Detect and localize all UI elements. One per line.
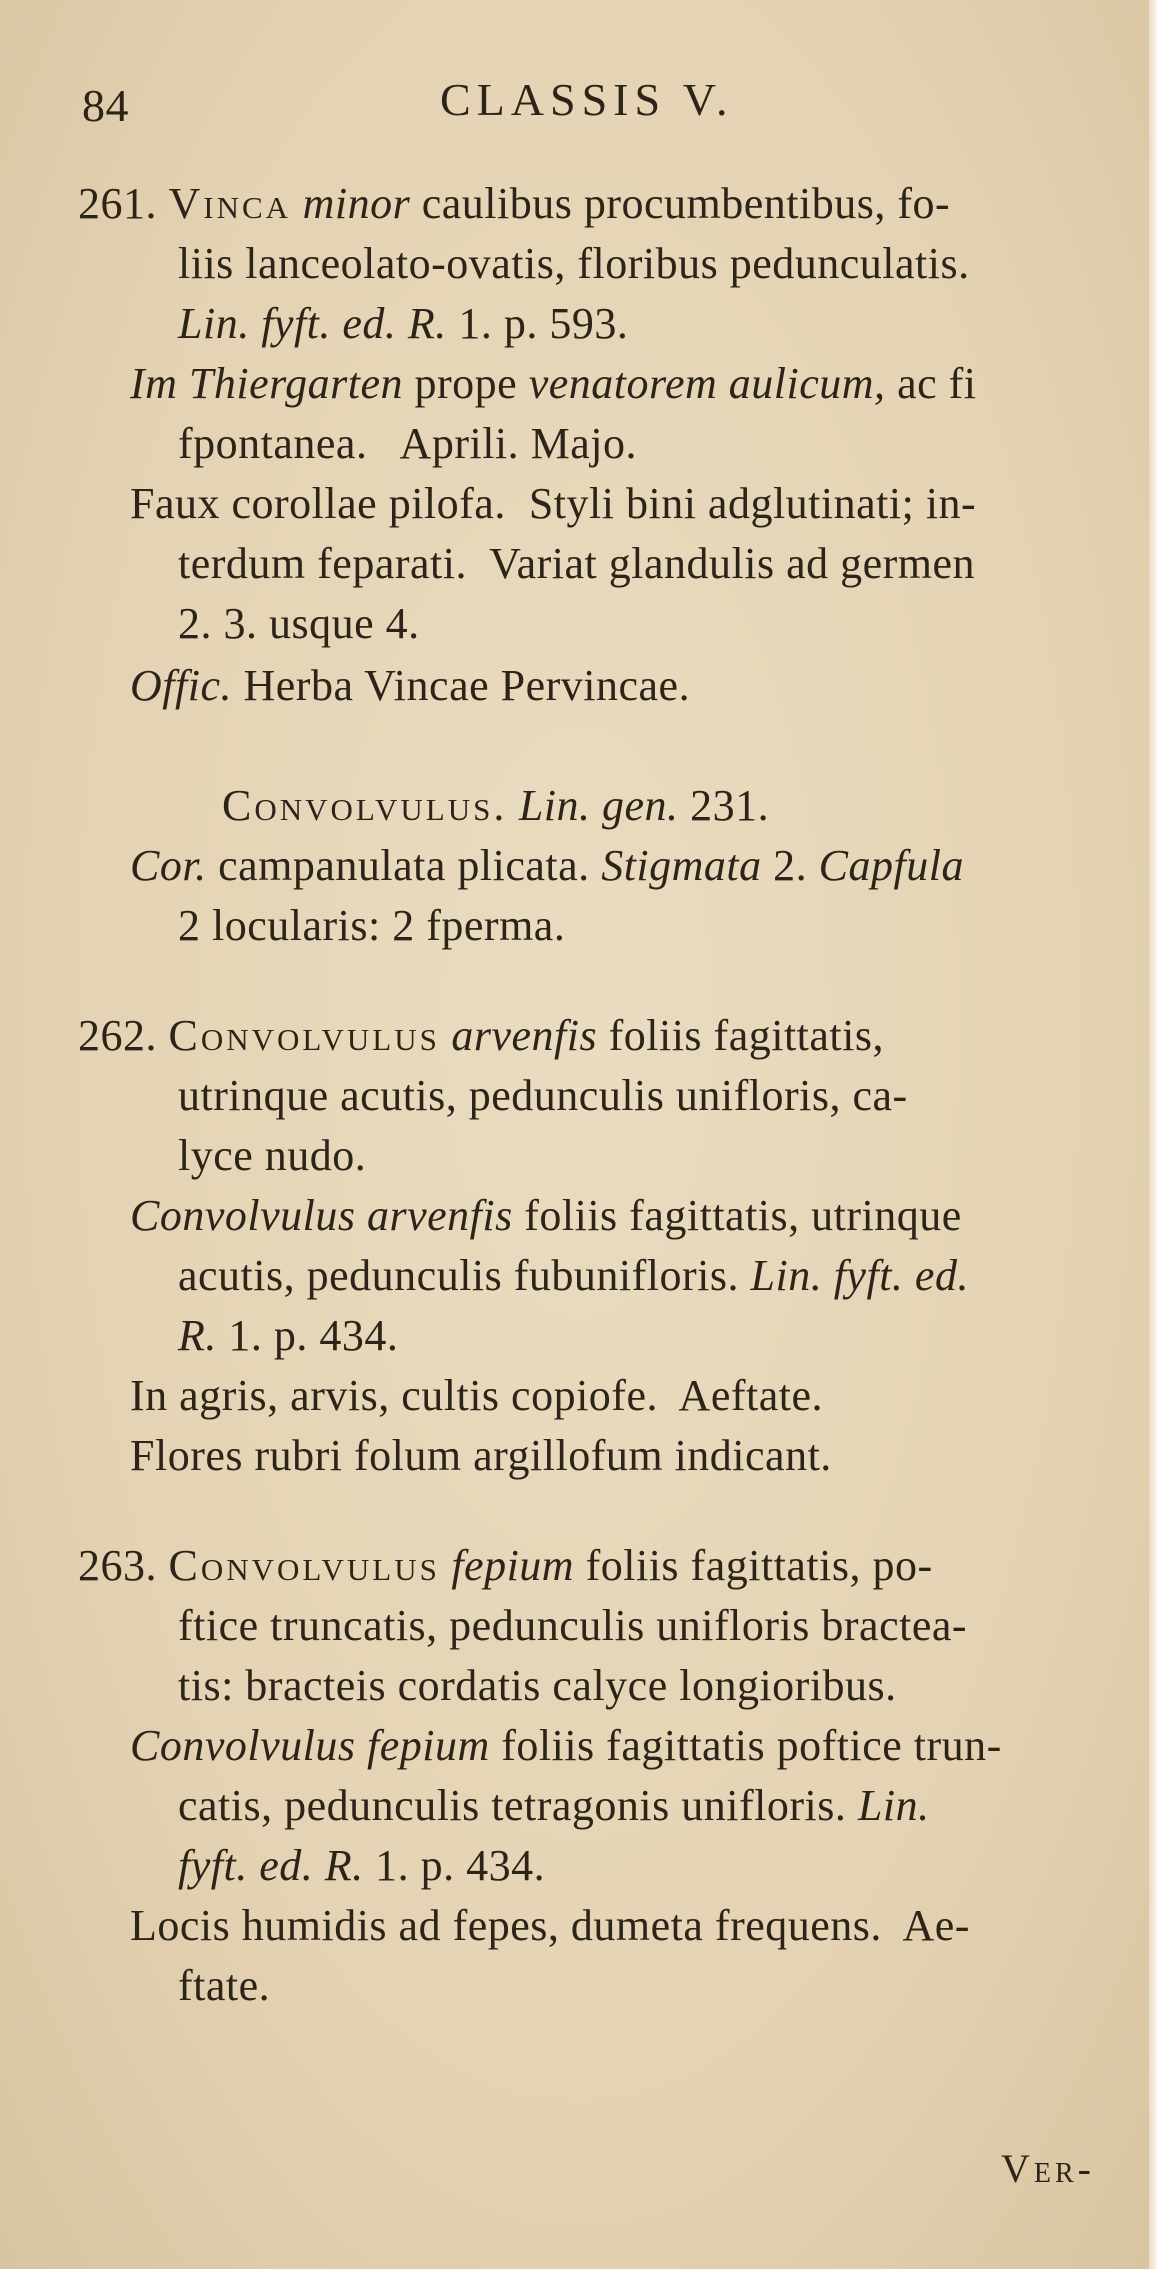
entry-261-line-5: fpontanea. Aprili. Majo.: [178, 419, 638, 468]
entry-261-line-4: [130, 358, 977, 410]
entry-number: 262.: [78, 1011, 157, 1060]
entry-262-line-4: [130, 1190, 962, 1242]
page-edge: [1149, 0, 1157, 2269]
genus-title: Convolvulus.: [222, 781, 508, 830]
entry-number: 261.: [78, 179, 157, 228]
synonym-text-cont: acutis, pedunculis fubunifloris.: [178, 1251, 740, 1300]
entry-261-line-8: 2. 3. usque 4.: [178, 599, 420, 648]
entry-263-line-2: ftice truncatis, pedunculis unifloris bractea-: [178, 1601, 968, 1650]
entry-262-line-8: Flores rubri folum argillofum indicant.: [130, 1431, 832, 1480]
reference-cont: R.: [178, 1311, 217, 1360]
entry-263-line-8: ftate.: [178, 1961, 271, 2010]
reference-cont: fyft. ed. R.: [178, 1841, 364, 1890]
entry-262-line-2: utrinque acutis, pedunculis unifloris, ca-: [178, 1071, 908, 1120]
running-title: CLASSIS V.: [440, 74, 734, 125]
genus-line-3: 2 locularis: 2 fperma.: [178, 901, 566, 950]
stigmata-count: 2.: [773, 841, 808, 890]
species-name: minor: [302, 179, 411, 228]
catchword: Ver-: [1001, 2146, 1095, 2191]
genus-line-2: [130, 840, 964, 892]
description-text: foliis fagittatis, po-: [585, 1541, 933, 1590]
genus-heading: [222, 780, 769, 832]
locality-german: Im Thiergarten: [130, 359, 404, 408]
entry-262-line-1: [78, 1010, 884, 1062]
page-number: 84: [82, 80, 129, 131]
cor-label: Cor.: [130, 841, 207, 890]
entry-262-line-5: [178, 1250, 969, 1302]
locality-text-end: ac fi: [897, 359, 977, 408]
locality-text: prope: [414, 359, 518, 408]
officinal-name: Herba Vincae Pervincae.: [243, 661, 691, 710]
reference-page: 1. p. 593.: [458, 299, 629, 348]
synonym-text: foliis fagittatis, utrinque: [524, 1191, 962, 1240]
synonym-name: Convolvulus fepium: [130, 1721, 490, 1770]
entry-263-line-1: [78, 1540, 933, 1592]
reference-page: 1. p. 434.: [228, 1311, 399, 1360]
stigmata-label: Stigmata: [601, 841, 762, 890]
entry-263-line-4: [130, 1720, 1002, 1772]
entry-261-line-9: [130, 660, 690, 712]
genus-number: 231.: [690, 781, 770, 830]
cor-text: campanulata plicata.: [218, 841, 590, 890]
reference: Lin. fyft. ed.: [750, 1251, 969, 1300]
entry-261-line-3: [178, 298, 628, 350]
officinal-label: Offic.: [130, 661, 232, 710]
entry-262-line-6: [178, 1310, 398, 1362]
entry-263-line-7: Locis humidis ad fepes, dumeta frequens. Ae-: [130, 1901, 970, 1950]
synonym-name: Convolvulus arvenfis: [130, 1191, 513, 1240]
genus-name: Convolvulus: [168, 1011, 440, 1060]
entry-261-line-1: [78, 178, 950, 230]
entry-262-line-7: In agris, arvis, cultis copiofe. Aeftate.: [130, 1371, 824, 1420]
entry-261-line-7: terdum feparati. Variat glandulis ad germen: [178, 539, 976, 588]
reference: Lin. fyft. ed. R.: [178, 299, 447, 348]
entry-263-line-5: [178, 1780, 930, 1832]
entry-261-line-2: liis lanceolato-ovatis, floribus pedunculatis.: [178, 239, 970, 288]
reference-page: 1. p. 434.: [375, 1841, 546, 1890]
species-name: arvenfis: [451, 1011, 598, 1060]
entry-number: 263.: [78, 1541, 157, 1590]
synonym-text-cont: catis, pedunculis tetragonis unifloris.: [178, 1781, 847, 1830]
synonym-text: foliis fagittatis poftice trun-: [501, 1721, 1002, 1770]
entry-262-line-3: lyce nudo.: [178, 1131, 367, 1180]
genus-reference: Lin. gen.: [518, 781, 679, 830]
reference: Lin.: [857, 1781, 930, 1830]
description-text: caulibus procumbentibus, fo-: [421, 179, 951, 228]
genus-name: Vinca: [168, 179, 292, 228]
capsula-label: Capfula: [818, 841, 964, 890]
entry-261-line-6: Faux corollae pilofa. Styli bini adglutinati; in-: [130, 479, 977, 528]
species-name: fepium: [451, 1541, 575, 1590]
locality-latin: venatorem aulicum,: [528, 359, 886, 408]
entry-263-line-3: tis: bracteis cordatis calyce longioribus.: [178, 1661, 897, 1710]
description-text: foliis fagittatis,: [608, 1011, 884, 1060]
entry-263-line-6: [178, 1840, 545, 1892]
genus-name: Convolvulus: [168, 1541, 440, 1590]
